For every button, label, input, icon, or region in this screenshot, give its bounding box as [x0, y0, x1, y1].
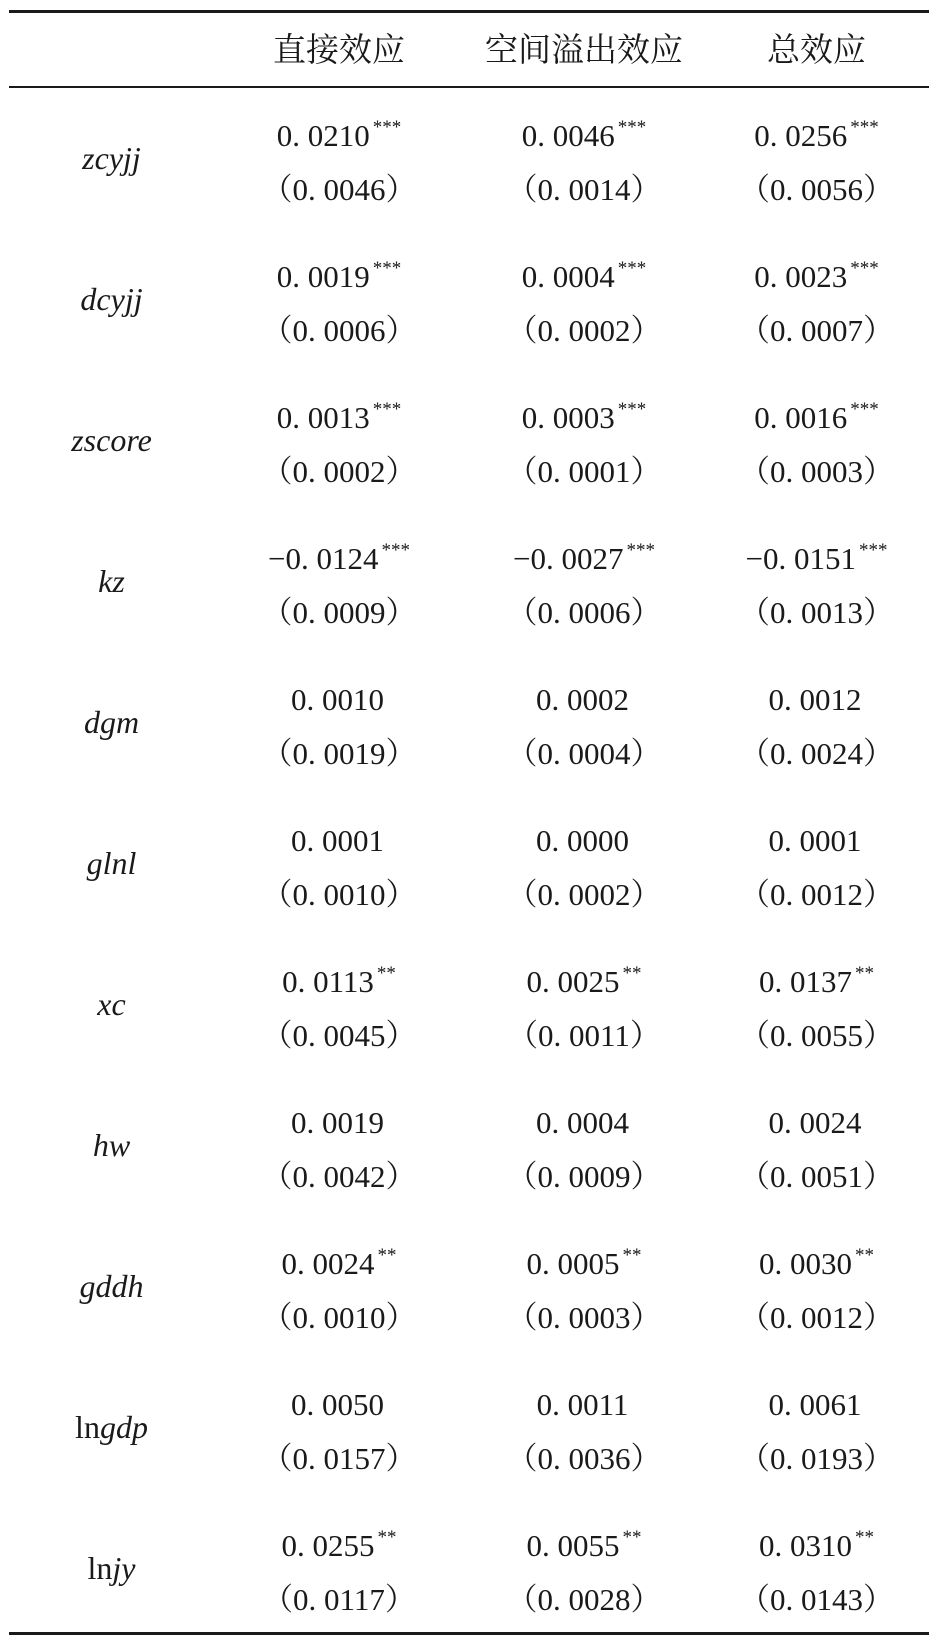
variable-italic: zscore	[71, 422, 152, 458]
coefficient-value: 0. 0023	[754, 259, 848, 294]
direct-effect-cell	[214, 934, 464, 1075]
table-row	[9, 229, 929, 370]
standard-error: （0. 0004）	[506, 736, 662, 771]
coefficient-value: 0. 0004	[536, 1105, 629, 1140]
significance-stars: ***	[850, 117, 879, 138]
coefficient-value: 0. 0019	[291, 1105, 384, 1140]
coefficient-value: 0. 0000	[536, 823, 629, 858]
direct-effect-cell	[214, 229, 464, 370]
table-row	[9, 511, 929, 652]
coefficient-value: 0. 0001	[291, 823, 384, 858]
coefficient	[704, 1387, 929, 1428]
table-row	[9, 88, 929, 229]
coefficient	[464, 682, 704, 723]
standard-error: （0. 0002）	[506, 877, 662, 912]
significance-stars: ***	[372, 117, 402, 138]
table-row	[9, 793, 929, 934]
standard-error: （0. 0006）	[261, 313, 417, 348]
coefficient	[464, 541, 704, 582]
variable-prefix: ln	[87, 1550, 113, 1586]
total-effect-cell	[704, 1216, 929, 1357]
spillover-effect-cell	[464, 1498, 704, 1639]
coefficient-value: 0. 0030	[759, 1246, 852, 1281]
spillover-effect-cell	[464, 88, 704, 229]
variable-name	[9, 229, 214, 370]
spillover-effect-cell	[464, 511, 704, 652]
regression-table	[9, 0, 929, 1646]
direct-effect-cell	[214, 793, 464, 934]
table-row	[9, 652, 929, 793]
coefficient	[214, 118, 464, 159]
coefficient-value: 0. 0013	[276, 400, 370, 435]
direct-effect-cell	[214, 370, 464, 511]
table-row	[9, 370, 929, 511]
significance-stars: ***	[850, 399, 879, 420]
coefficient-value: 0. 0012	[768, 682, 862, 717]
standard-error: （0. 0046）	[261, 172, 417, 207]
spillover-effect-cell	[464, 793, 704, 934]
variable-name	[9, 1357, 214, 1498]
standard-error: （0. 0002）	[261, 454, 417, 489]
coefficient-value: 0. 0002	[536, 682, 629, 717]
coefficient	[214, 1105, 464, 1146]
standard-error: （0. 0002）	[506, 313, 662, 348]
standard-error: （0. 0019）	[261, 736, 417, 771]
variable-italic: zcyjj	[82, 140, 141, 176]
direct-effect-cell	[214, 1216, 464, 1357]
significance-stars: ***	[617, 117, 647, 138]
standard-error: （0. 0024）	[739, 736, 894, 771]
significance-stars: **	[622, 1527, 642, 1548]
coefficient	[704, 1105, 929, 1146]
coefficient	[464, 259, 704, 300]
coefficient	[464, 400, 704, 441]
total-effect-cell	[704, 88, 929, 229]
spillover-effect-cell	[464, 1357, 704, 1498]
coefficient-value: 0. 0004	[521, 259, 615, 294]
standard-error: （0. 0006）	[506, 595, 662, 630]
significance-stars: **	[622, 1245, 642, 1266]
variable-name	[9, 88, 214, 229]
coefficient	[704, 541, 929, 582]
standard-error: （0. 0051）	[739, 1159, 894, 1194]
coefficient-value: 0. 0256	[754, 118, 848, 153]
coefficient-value: 0. 0050	[291, 1387, 384, 1422]
spillover-effect-cell	[464, 652, 704, 793]
variable-name	[9, 934, 214, 1075]
significance-stars: ***	[372, 258, 402, 279]
coefficient	[704, 118, 929, 159]
standard-error: （0. 0013）	[739, 595, 894, 630]
standard-error: （0. 0009）	[261, 595, 417, 630]
header-spillover-effect: 空间溢出效应	[485, 30, 683, 69]
significance-stars: ***	[626, 540, 655, 561]
total-effect-cell	[704, 934, 929, 1075]
variable-italic: jy	[112, 1550, 136, 1586]
total-effect-cell	[704, 370, 929, 511]
table-row	[9, 934, 929, 1075]
significance-stars: ***	[850, 258, 879, 279]
coefficient	[214, 259, 464, 300]
coefficient-value: 0. 0003	[521, 400, 615, 435]
variable-italic: glnl	[86, 845, 137, 881]
coefficient	[464, 1528, 704, 1569]
header-total-effect: 总效应	[767, 30, 866, 69]
coefficient-value: 0. 0019	[276, 259, 370, 294]
variable-name	[9, 511, 214, 652]
coefficient	[704, 400, 929, 441]
coefficient	[214, 964, 464, 1005]
coefficient	[464, 1105, 704, 1146]
coefficient-value: −0. 0151	[745, 541, 856, 576]
variable-italic: dcyjj	[80, 281, 143, 317]
coefficient-value: 0. 0011	[536, 1387, 629, 1422]
direct-effect-cell	[214, 511, 464, 652]
coefficient-value: 0. 0310	[759, 1528, 852, 1563]
significance-stars: ***	[858, 540, 888, 561]
significance-stars: **	[855, 963, 874, 984]
coefficient-value: 0. 0024	[768, 1105, 862, 1140]
coefficient	[214, 1387, 464, 1428]
coefficient-value: 0. 0024	[281, 1246, 375, 1281]
significance-stars: ***	[617, 399, 647, 420]
standard-error: （0. 0010）	[261, 877, 417, 912]
coefficient-value: 0. 0001	[768, 823, 862, 858]
coefficient	[704, 259, 929, 300]
coefficient	[704, 682, 929, 723]
coefficient-value: 0. 0255	[281, 1528, 375, 1563]
coefficient	[214, 682, 464, 723]
coefficient	[704, 964, 929, 1005]
header-variable	[9, 13, 214, 86]
header-direct-effect: 直接效应	[273, 30, 405, 69]
total-effect-cell	[704, 1498, 929, 1639]
total-effect-cell	[704, 1075, 929, 1216]
significance-stars: **	[622, 963, 642, 984]
standard-error: （0. 0009）	[506, 1159, 662, 1194]
direct-effect-cell	[214, 1357, 464, 1498]
variable-italic: hw	[92, 1127, 131, 1163]
significance-stars: ***	[381, 540, 410, 561]
spillover-effect-cell	[464, 229, 704, 370]
coefficient-value: −0. 0027	[513, 541, 624, 576]
standard-error: （0. 0193）	[739, 1441, 894, 1476]
total-effect-cell	[704, 1357, 929, 1498]
coefficient-value: 0. 0055	[526, 1528, 620, 1563]
variable-name	[9, 793, 214, 934]
coefficient-value: 0. 0025	[526, 964, 620, 999]
standard-error: （0. 0001）	[506, 454, 662, 489]
standard-error: （0. 0012）	[739, 877, 894, 912]
coefficient	[704, 1246, 929, 1287]
table-row	[9, 1216, 929, 1357]
variable-italic: dgm	[83, 704, 140, 740]
coefficient-value: 0. 0010	[291, 682, 384, 717]
coefficient	[214, 823, 464, 864]
variable-italic: gddh	[79, 1268, 144, 1304]
coefficient-value: 0. 0137	[759, 964, 852, 999]
total-effect-cell	[704, 793, 929, 934]
coefficient	[464, 1387, 704, 1428]
standard-error: （0. 0003）	[739, 454, 894, 489]
standard-error: （0. 0003）	[506, 1300, 662, 1335]
variable-italic: kz	[98, 563, 125, 599]
coefficient	[214, 1528, 464, 1569]
coefficient	[214, 1246, 464, 1287]
direct-effect-cell	[214, 652, 464, 793]
coefficient-value: 0. 0113	[282, 964, 374, 999]
standard-error: （0. 0143）	[739, 1582, 894, 1617]
total-effect-cell	[704, 652, 929, 793]
total-effect-cell	[704, 229, 929, 370]
coefficient	[464, 823, 704, 864]
variable-name	[9, 370, 214, 511]
variable-name	[9, 1075, 214, 1216]
standard-error: （0. 0010）	[261, 1300, 417, 1335]
coefficient	[214, 541, 464, 582]
variable-name	[9, 1216, 214, 1357]
coefficient	[704, 1528, 929, 1569]
coefficient	[464, 964, 704, 1005]
standard-error: （0. 0036）	[506, 1441, 662, 1476]
coefficient	[704, 823, 929, 864]
variable-prefix: ln	[75, 1409, 100, 1445]
variable-italic: gdp	[99, 1409, 148, 1445]
significance-stars: **	[855, 1245, 874, 1266]
variable-italic: xc	[97, 986, 126, 1022]
table-row	[9, 1357, 929, 1498]
standard-error: （0. 0012）	[739, 1300, 894, 1335]
significance-stars: **	[377, 1527, 397, 1548]
significance-stars: ***	[372, 399, 402, 420]
significance-stars: ***	[617, 258, 647, 279]
coefficient-value: 0. 0061	[768, 1387, 862, 1422]
significance-stars: **	[377, 1245, 397, 1266]
coefficient-value: 0. 0046	[521, 118, 615, 153]
coefficient-value: 0. 0005	[526, 1246, 620, 1281]
standard-error: （0. 0157）	[261, 1441, 417, 1476]
coefficient-value: −0. 0124	[268, 541, 379, 576]
spillover-effect-cell	[464, 1075, 704, 1216]
table-row	[9, 1075, 929, 1216]
table-row	[9, 1498, 929, 1639]
coefficient-value: 0. 0210	[276, 118, 370, 153]
significance-stars: **	[376, 963, 396, 984]
coefficient-value: 0. 0016	[754, 400, 848, 435]
standard-error: （0. 0056）	[739, 172, 894, 207]
coefficient	[464, 118, 704, 159]
coefficient	[464, 1246, 704, 1287]
spillover-effect-cell	[464, 370, 704, 511]
spillover-effect-cell	[464, 934, 704, 1075]
standard-error: （0. 0011）	[507, 1018, 661, 1053]
direct-effect-cell	[214, 1498, 464, 1639]
table-header	[9, 13, 929, 86]
significance-stars: **	[855, 1527, 874, 1548]
direct-effect-cell	[214, 88, 464, 229]
coefficient	[214, 400, 464, 441]
total-effect-cell	[704, 511, 929, 652]
standard-error: （0. 0007）	[739, 313, 894, 348]
direct-effect-cell	[214, 1075, 464, 1216]
variable-name	[9, 1498, 214, 1639]
standard-error: （0. 0117）	[262, 1582, 416, 1617]
standard-error: （0. 0014）	[506, 172, 662, 207]
standard-error: （0. 0028）	[506, 1582, 662, 1617]
variable-name	[9, 652, 214, 793]
standard-error: （0. 0042）	[261, 1159, 417, 1194]
standard-error: （0. 0045）	[261, 1018, 417, 1053]
bottom-rule	[9, 1632, 929, 1635]
spillover-effect-cell	[464, 1216, 704, 1357]
standard-error: （0. 0055）	[739, 1018, 894, 1053]
